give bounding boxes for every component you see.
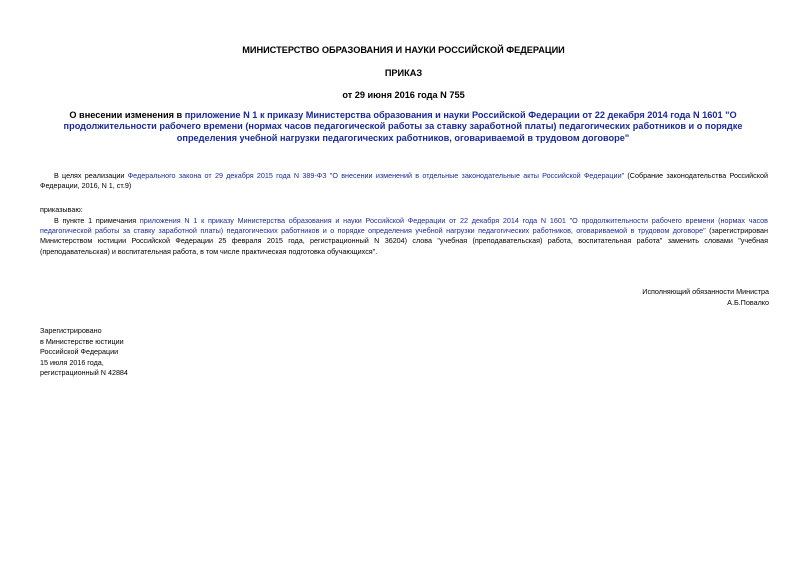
preamble-text-start: В целях реализации — [54, 171, 128, 180]
signature-block — [642, 287, 769, 308]
preamble-paragraph — [40, 171, 768, 191]
signatory-title: Исполняющий обязанности Министра — [642, 287, 769, 296]
heading-prefix: О внесении изменения в — [69, 110, 185, 120]
registration-line-4: 15 июля 2016 года, — [40, 357, 104, 367]
federal-law-link[interactable]: Федерального закона от 29 декабря 2015 года N 389-ФЗ "О внесении изменений в отдельные законодательные акты Российской Федерации" — [127, 171, 625, 180]
registration-block — [40, 326, 128, 379]
ministry-title: МИНИСТЕРСТВО ОБРАЗОВАНИЯ И НАУКИ РОССИЙСКОЙ ФЕДЕРАЦИИ — [242, 45, 565, 55]
document-type: ПРИКАЗ — [384, 68, 423, 78]
registration-line-2: в Министерстве юстиции — [40, 336, 124, 346]
registration-line-1: Зарегистрировано — [40, 326, 102, 335]
heading-link[interactable]: приложение N 1 к приказу Министерства образования и науки Российской Федерации от 22 декабря 2014 года N 1601 "О продолжительности рабочего времени (нормах часов педагогической работы за ставку заработной платы) педагогических работников и о порядке определения учебной нагрузки педагогических работников, оговариваемой в трудовом договоре" — [63, 110, 743, 143]
preamble-text-end: (Собрание законодательства Российской Федерации, 2016, N 1, ст.9) — [40, 171, 769, 191]
order-word: приказываю: — [40, 205, 83, 214]
body-text-end: (зарегистрирован Министерством юстиции Российской Федерации 25 февраля 2015 года, регистрационный N 36204) слова "учебная (преподавательская) работа, воспитательная работа" заменить словами "учебная (преподавательская) и воспитательная работа, в том числе практическая подготовка обучающихся". — [40, 226, 768, 256]
body-paragraph — [40, 216, 768, 257]
document-date-number: от 29 июня 2016 года N 755 — [342, 90, 465, 100]
registration-line-5: регистрационный N 42884 — [40, 368, 128, 378]
document-heading — [36, 110, 770, 144]
signatory-name: А.Б.Повалко — [727, 297, 769, 307]
body-text-start: В пункте 1 примечания — [54, 216, 140, 225]
registration-line-3: Российской Федерации — [40, 347, 119, 357]
appendix-link[interactable]: приложения N 1 к приказу Министерства образования и науки Российской Федерации от 22 декабря 2014 года N 1601 "О продолжительности рабочего времени (нормах часов педагогической работы за ставку заработной платы) педагогических работников и о порядке определения учебной нагрузки педагогических работников, оговариваемой в трудовом договоре" — [40, 216, 768, 236]
